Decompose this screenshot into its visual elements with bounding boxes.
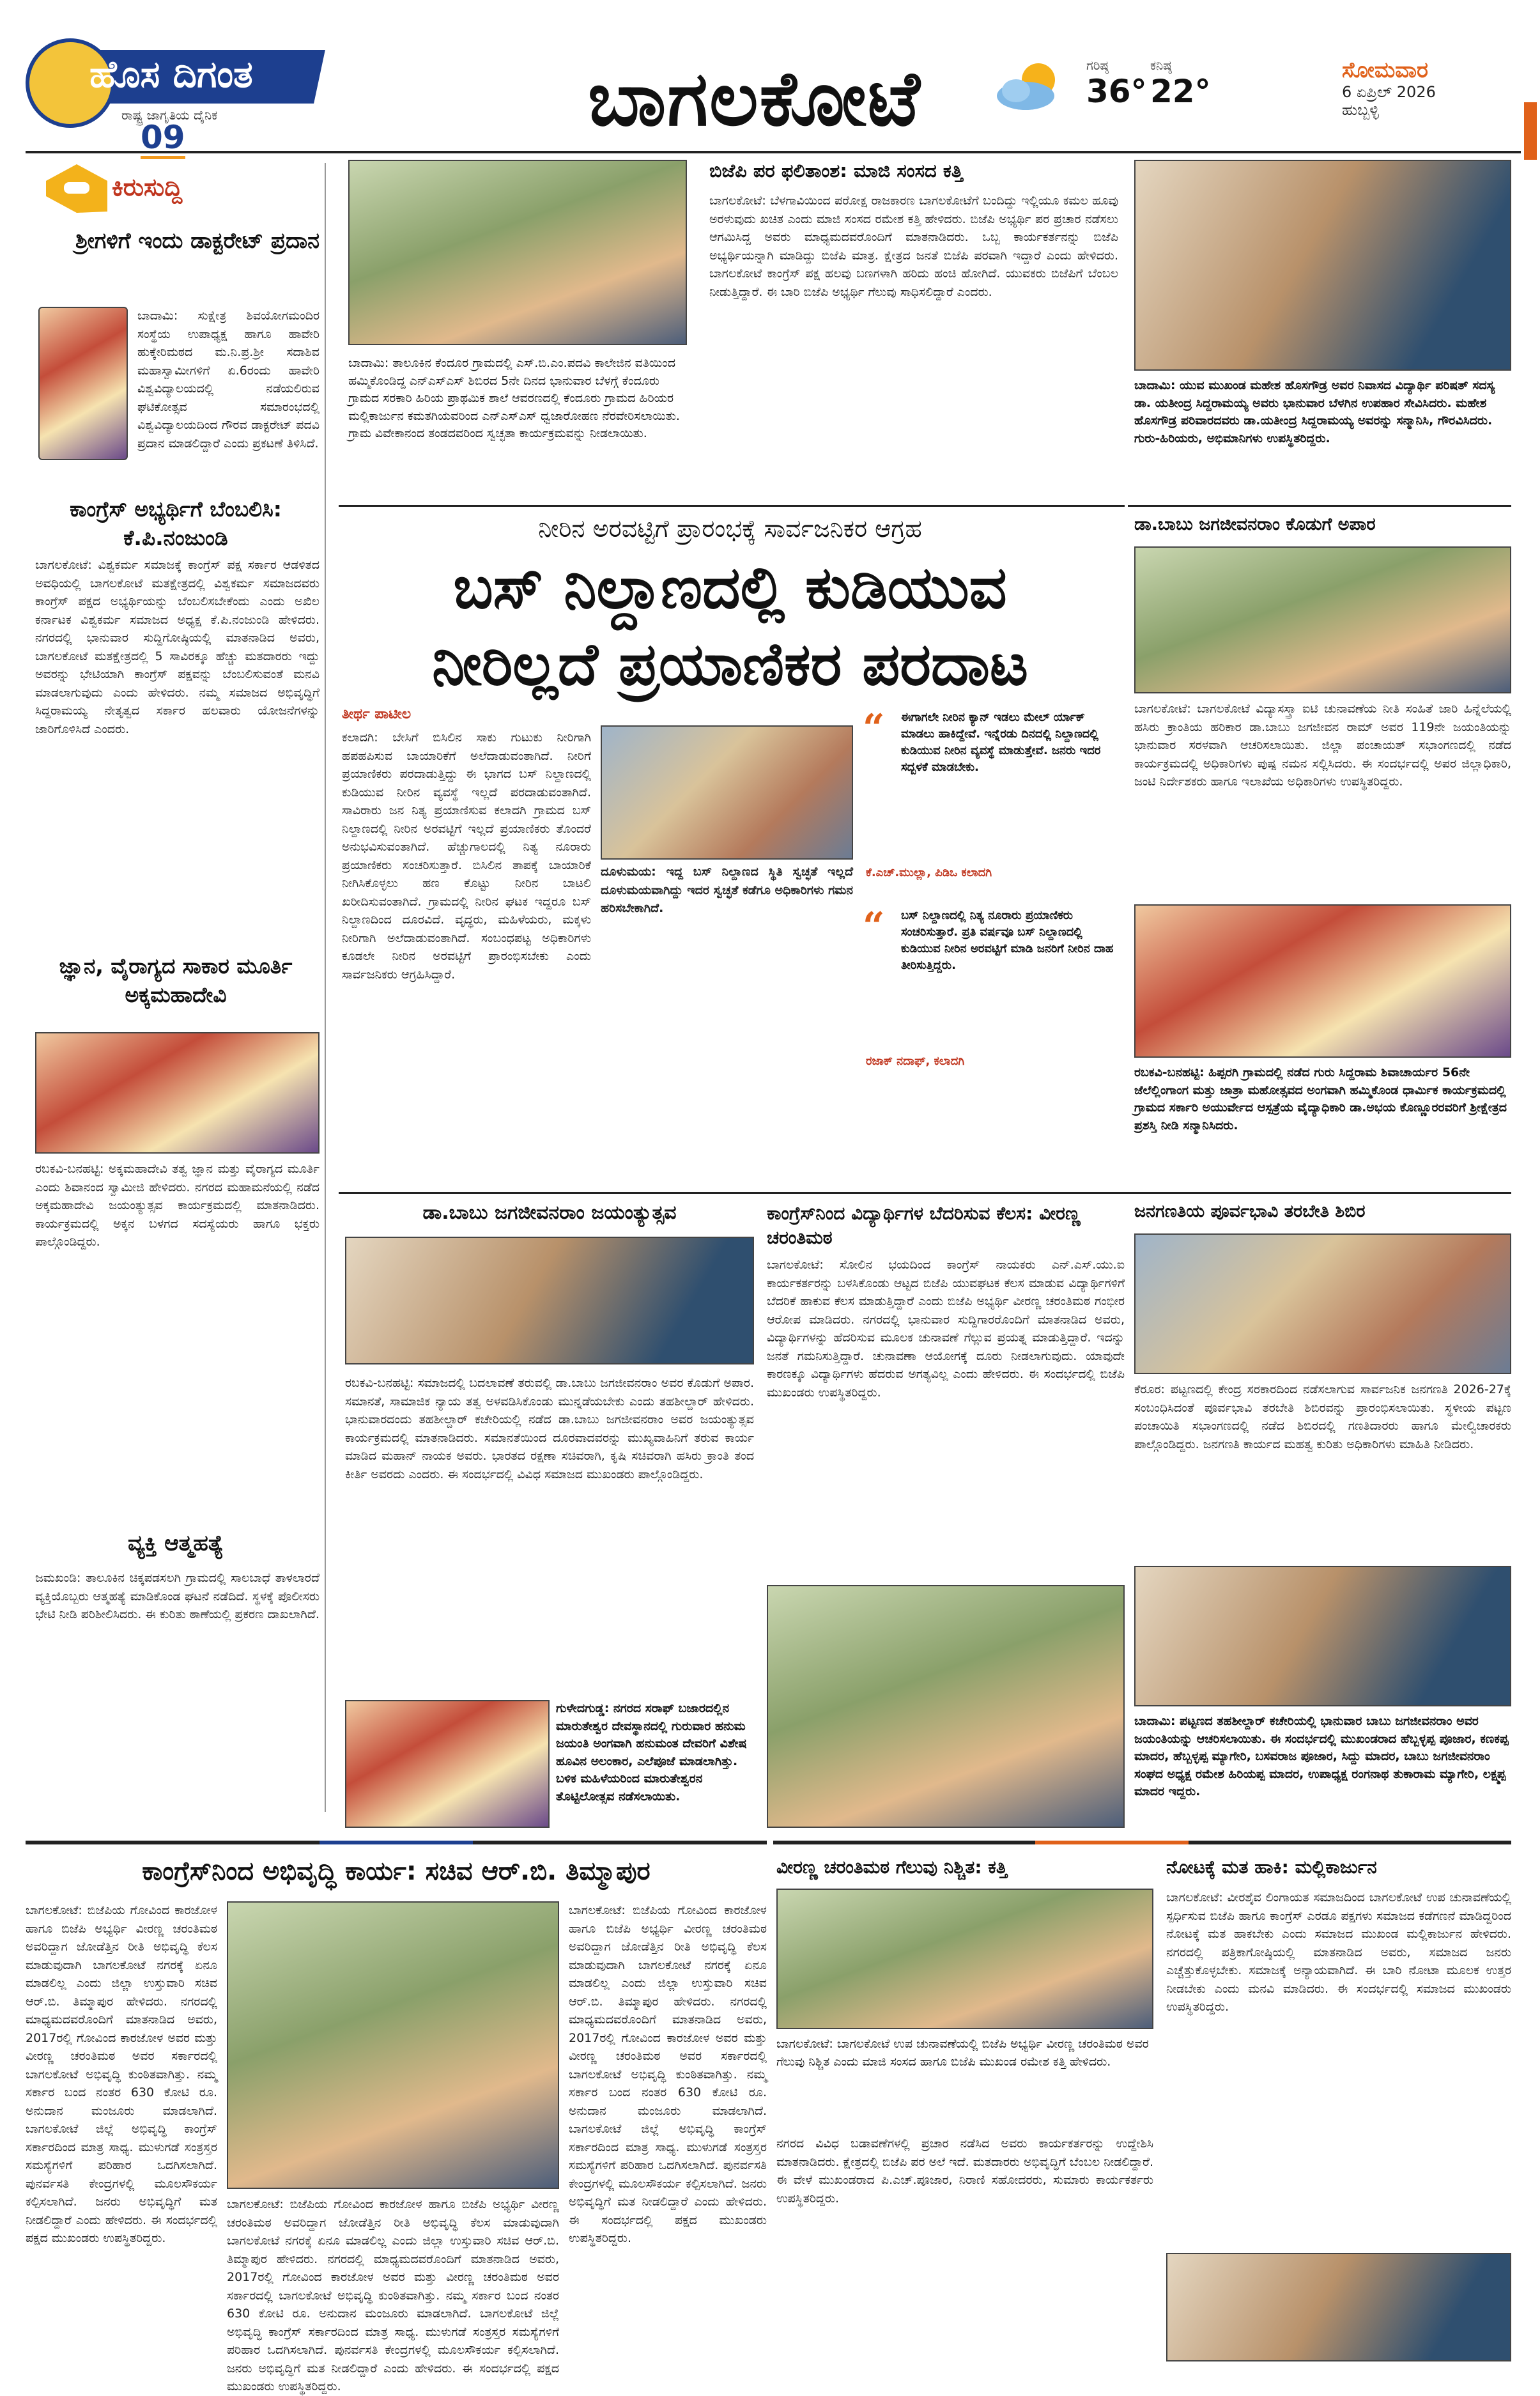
babu2-body: ರಬಕವಿ-ಬನಹಟ್ಟಿ: ಸಮಾಜದಲ್ಲಿ ಬದಲಾವಣೆ ತರುವಲ್ಲಿ ಡಾ.ಬಾಬು ಜಗಜೀವನರಾಂ ಅವರ ಕೊಡುಗೆ ಅಪಾರ. ಸಮಾನತೆ, ಸಾಮಾಜಿಕ ನ್ಯಾಯ ತತ್ವ ಅಳವಡಿಸಿಕೊಂಡು ಮುನ್ನಡೆಯಬೇಕು ಎಂದು ತಹಶೀಲ್ದಾರ್ ಹೇಳಿದರು. ಭಾನುವಾರದಂದು ತಹಶೀಲ್ದಾರ್ ಕಚೇರಿಯಲ್ಲಿ ನಡೆದ ಡಾ.ಬಾಬು ಜಗಜೀವನರಾಂ ಅವರ ಜಯಂತ್ಯುತ್ಸವ ಕಾರ್ಯಕ್ರಮದಲ್ಲಿ ಮಾತನಾಡಿದರು. ಸಮಾನತೆಯಿಂದ ದೂರವಾದವರನ್ನು ಮುಖ್ಯವಾಹಿನಿಗೆ ತರುವ ಕಾರ್ಯ ಮಾಡಿದ ಮಹಾನ್ ನಾಯಕ ಅವರು. ಭಾರತದ ರಕ್ಷಣಾ ಸಚಿವರಾಗಿ, ಕೃಷಿ ಸಚಿವರಾಗಿ ಹಸಿರು ಕ್ರಾಂತಿ ತಂದ ಕೀರ್ತಿ ಅವರದು ಎಂದರು. ಈ ಸಂದರ್ಭದಲ್ಲಿ ವಿವಿಧ ಸಮಾಜದ ಮುಖಂಡರು ಪಾಲ್ಗೊಂಡಿದ್ದರು.: [345, 1376, 754, 1481]
timmapur-body-side: ಬಾಗಲಕೋಟೆ: ಬಿಜೆಪಿಯ ಗೋವಿಂದ ಕಾರಜೋಳ ಹಾಗೂ ಬಿಜೆಪಿ ಅಭ್ಯರ್ಥಿ ವೀರಣ್ಣ ಚರಂತಿಮಠ ಅವರಿದ್ದಾಗ ಜೋಡೆತ್ತಿನ ರೀತಿ ಅಭಿವೃದ್ಧಿ ಕೆಲಸ ಮಾಡುವುದಾಗಿ ಬಾಗಲಕೋಟೆ ನಗರಕ್ಕೆ ಏನೂ ಮಾಡಲಿಲ್ಲ ಎಂದು ಜಿಲ್ಲಾ ಉಸ್ತುವಾರಿ ಸಚಿವ ಆರ್.ಬಿ. ತಿಮ್ಮಾಪುರ ಹೇಳಿದರು. ನಗರದಲ್ಲಿ ಮಾಧ್ಯಮದವರೊಂದಿಗೆ ಮಾತನಾಡಿದ ಅವರು, 2017ರಲ್ಲಿ ಗೋವಿಂದ ಕಾರಜೋಳ ಅವರ ಮತ್ತು ವೀರಣ್ಣ ಚರಂತಿಮಠ ಅವರ ಸರ್ಕಾರದಲ್ಲಿ ಬಾಗಲಕೋಟೆ ಅಭಿವೃದ್ಧಿ ಕುಂಠಿತವಾಗಿತ್ತು. ನಮ್ಮ ಸರ್ಕಾರ ಬಂದ ನಂತರ 630 ಕೋಟಿ ರೂ. ಅನುದಾನ ಮಂಜೂರು ಮಾಡಲಾಗಿದೆ. ಬಾಗಲಕೋಟೆ ಜಿಲ್ಲೆ ಅಭಿವೃದ್ಧಿ ಕಾಂಗ್ರೆಸ್ ಸರ್ಕಾರದಿಂದ ಮಾತ್ರ ಸಾಧ್ಯ. ಮುಳುಗಡೆ ಸಂತ್ರಸ್ತರ ಸಮಸ್ಯೆಗಳಿಗೆ ಪರಿಹಾರ ಒದಗಿಸಲಾಗಿದೆ. ಪುನರ್ವಸತಿ ಕೇಂದ್ರಗಳಲ್ಲಿ ಮೂಲಸೌಕರ್ಯ ಕಲ್ಪಿಸಲಾಗಿದೆ. ಜನರು ಅಭಿವೃದ್ಧಿಗೆ ಮತ ನೀಡಲಿದ್ದಾರೆ ಎಂದು ಹೇಳಿದರು. ಈ ಸಂದರ್ಭದಲ್ಲಿ ಪಕ್ಷದ ಮುಖಂಡರು ಉಪಸ್ಥಿತರಿದ್ದರು.: [569, 1903, 767, 2245]
brief-4-body: ಜಮಖಂಡಿ: ತಾಲೂಕಿನ ಚಿಕ್ಕಪಡಸಲಗಿ ಗ್ರಾಮದಲ್ಲಿ ಸಾಲಬಾಧೆ ತಾಳಲಾರದೆ ವ್ಯಕ್ತಿಯೊಬ್ಬರು ಆತ್ಮಹತ್ಯೆ ಮಾಡಿಕೊಂಡ ಘಟನೆ ನಡೆದಿದೆ. ಸ್ಥಳಕ್ಕೆ ಪೊಲೀಸರು ಭೇಟಿ ನೀಡಿ ಪರಿಶೀಲಿಸಿದರು. ಈ ಕುರಿತು ಠಾಣೆಯಲ್ಲಿ ಪ್ರಕರಣ ದಾಖಲಾಗಿದೆ.: [35, 1571, 320, 1621]
hippargi-caption: ರಬಕವಿ-ಬನಹಟ್ಟಿ: ಹಿಪ್ಪರಗಿ ಗ್ರಾಮದಲ್ಲಿ ನಡೆದ ಗುರು ಸಿದ್ದರಾಮ ಶಿವಾಚಾರ್ಯರ 56ನೇ ಜೆಲೆಲ್ಲಿಂಗಾಂಗ ಮತ್ತು ಜಾತ್ರಾ ಮಹೋತ್ಸವದ ಅಂಗವಾಗಿ ಹಮ್ಮಿಕೊಂಡ ಧಾರ್ಮಿಕ ಕಾರ್ಯಕ್ರಮದಲ್ಲಿ ಗ್ರಾಮದ ಸರ್ಕಾರಿ ಅಯುರ್ವೇದ ಆಸ್ಪತ್ರೆಯ ವೈದ್ಯಾಧಿಕಾರಿ ಡಾ.ಅಭಯ ಕೊಣ್ಣೂರರವರಿಗೆ ಶ್ರೀಕ್ಷೇತ್ರದ ಪ್ರಶಸ್ತಿ ನೀಡಿ ಸನ್ಮಾನಿಸಿದರು.: [1134, 1065, 1507, 1132]
divider: [339, 1192, 1511, 1194]
quote-1-signature: ಕೆ.ಎಚ್.ಮುಲ್ಲಾ, ಪಿಡಿಒ ಕಲಾದಗಿ: [866, 866, 992, 879]
census-body: ಕೆರೂರ: ಪಟ್ಟಣದಲ್ಲಿ ಕೇಂದ್ರ ಸರಕಾರದಿಂದ ನಡೆಸಲಾಗುವ ಸಾರ್ವಜನಿಕ ಜನಗಣತಿ 2026-27ಕ್ಕೆ ಸಂಬಂಧಿಸಿದಂತೆ ಪೂರ್ವಭಾವಿ ತರಬೇತಿ ಶಿಬಿರವನ್ನು ಪ್ರಾರಂಭಿಸಲಾಯಿತು. ಸ್ಥಳೀಯ ಪಟ್ಟಣ ಪಂಚಾಯಿತಿ ಸಭಾಂಗಣದಲ್ಲಿ ನಡೆದ ಶಿಬಿರದಲ್ಲಿ ಗಣತಿದಾರರು ಹಾಗೂ ಮೇಲ್ವಿಚಾರಕರು ಪಾಲ್ಗೊಂಡಿದ್ದರು. ಜನಗಣತಿ ಕಾರ್ಯದ ಮಹತ್ವ ಕುರಿತು ಅಧಿಕಾರಿಗಳು ಮಾಹಿತಿ ನೀಡಿದರು.: [1134, 1382, 1511, 1451]
hanuman-caption: ಗುಳೇದಗುಡ್ಡ: ನಗರದ ಸರಾಫ್ ಬಜಾರದಲ್ಲಿನ ಮಾರುತೇಶ್ವರ ದೇವಸ್ಥಾನದಲ್ಲಿ ಗುರುವಾರ ಹನುಮ ಜಯಂತಿ ಅಂಗವಾಗಿ ಹನುಮಂತ ದೇವರಿಗೆ ವಿಶೇಷ ಹೂವಿನ ಅಲಂಕಾರ, ಎಲೆಪೂಜೆ ಮಾಡಲಾಗಿತ್ತು. ಬಳಿಕ ಮಹಿಳೆಯರಿಂದ ಮಾರುತೇಶ್ವರನ ತೊಟ್ಟಿಲೋತ್ಸವ ನಡೆಸಲಾಯಿತು.: [556, 1701, 747, 1804]
section-bar-accent: [320, 1841, 473, 1844]
quote-1-text: ಈಗಾಗಲೇ ನೀರಿನ ಕ್ಯಾನ್ ಇಡಲು ಮೇಲ್ ರ್ಯಾಕ್ ಮಾಡಲು ಹಾಕಿದ್ದೇವೆ. ಇನ್ನೆರಡು ದಿನದಲ್ಲಿ ನಿಲ್ದಾಣದಲ್ಲಿ ಕುಡಿಯುವ ನೀರಿನ ವ್ಯವಸ್ಥೆ ಮಾಡುತ್ತೇವೆ. ಜನರು ಇದರ ಸದ್ಬಳಕೆ ಮಾಡಬೇಕು.: [901, 711, 1101, 775]
nss-caption: ಬಾದಾಮಿ: ತಾಲೂಕಿನ ಕೆಂದೂರ ಗ್ರಾಮದಲ್ಲಿ ಎಸ್.ಬಿ.ಎಂ.ಪದವಿ ಕಾಲೇಜಿನ ವತಿಯಿಂದ ಹಮ್ಮಿಕೊಂಡಿದ್ದ ಎನ್ಎಸ್ಎಸ್ ಶಿಬಿರದ 5ನೇ ದಿನದ ಭಾನುವಾರ ಬೆಳಗ್ಗೆ ಕೆಂದೂರು ಗ್ರಾಮದ ಸರಕಾರಿ ಹಿರಿಯ ಪ್ರಾಥಮಿಕ ಶಾಲೆ ಆವರಣದಲ್ಲಿ ಕೆಂದೂರು ಗ್ರಾಮದ ಹಿರಿಯರ ಮಲ್ಲಿಕಾರ್ಜುನ ಕಮತಗಿಯವರಿಂದ ಎನ್ಎಸ್ಎಸ್ ಧ್ವಜಾರೋಹಣ ನೆರವೇರಿಸಲಾಯಿತು. ಗ್ರಾಮ ವಿವೇಕಾನಂದ ತಂಡದವರಿಂದ ಸ್ವಚ್ಛತಾ ಕಾರ್ಯಕ್ರಮವನ್ನು ನೀಡಲಾಯಿತು.: [348, 356, 680, 441]
badami-jayanti-caption: ಬಾದಾಮಿ: ಪಟ್ಟಣದ ತಹಶೀಲ್ದಾರ್ ಕಚೇರಿಯಲ್ಲಿ ಭಾನುವಾರ ಬಾಬು ಜಗಜೀವನರಾಂ ಅವರ ಜಯಂತಿಯನ್ನು ಆಚರಿಸಲಾಯಿತು. ಈ ಸಂದರ್ಭದಲ್ಲಿ ಮುಖಂಡರಾದ ಹೆಬ್ಬಳ್ಳಪ್ಪ ಪೂಜಾರ, ಕಣಕಪ್ಪ ಮಾದರ, ಹೆಬ್ಬಳ್ಳಪ್ಪ ಮ್ಯಾಗೇರಿ, ಬಸವರಾಜ ಪೂಜಾರ, ಸಿದ್ದು ಮಾದರ, ಬಾಬು ಜಗಜೀವನರಾಂ ಸಂಘದ ಅಧ್ಯಕ್ಷ ರಮೇಶ ಹಿರಿಯಪ್ಪ ಮಾದರ, ಉಪಾಧ್ಯಕ್ಷ ರಂಗನಾಥ ತುಕಾರಾಮ ಮ್ಯಾಗೇರಿ, ಲಕ್ಷ್ಮಪ್ಪ ಮಾದರ ಇದ್ದರು.: [1134, 1714, 1509, 1799]
brief-1-body: ಬಾದಾಮಿ: ಸುಕ್ಷೇತ್ರ ಶಿವಯೋಗಮಂದಿರ ಸಂಸ್ಥೆಯ ಉಪಾಧ್ಯಕ್ಷ ಹಾಗೂ ಹಾವೇರಿ ಹುಕ್ಕೇರಿಮಠದ ಮ.ನಿ.ಪ್ರ.ಶ್ರೀ ಸದಾಶಿವ ಮಹಾಸ್ವಾಮೀಗಳಿಗೆ ಏ.6ರಂದು ಹಾವೇರಿ ವಿಶ್ವವಿದ್ಯಾಲಯದಲ್ಲಿ ನಡೆಯಲಿರುವ ಘಟಿಕೋತ್ಸವ ಸಮಾರಂಭದಲ್ಲಿ ವಿಶ್ವವಿದ್ಯಾಲಯದಿಂದ ಗೌರವ ಡಾಕ್ಟರೇಟ್ ಪದವಿ ಪ್ರದಾನ ಮಾಡಲಿದ್ದಾರೆ ಎಂದು ಪ್ರಕಟಣೆ ತಿಳಿಸಿದೆ.: [137, 309, 320, 451]
date-box: [1342, 58, 1521, 119]
akkamahadevi-photo: [35, 1032, 320, 1154]
brief-1-title: ಶ್ರೀಗಳಿಗೆ ಇಂದು ಡಾಕ್ಟರೇಟ್ ಪ್ರದಾನ: [75, 228, 320, 254]
paper-tagline: ರಾಷ್ಟ್ರ ಜಾಗೃತಿಯ ದೈನಿಕ: [121, 107, 218, 123]
section-bar-accent: [1035, 1841, 1189, 1844]
mallikarjun-photo: [1166, 2253, 1511, 2361]
quote-mark-icon: “: [863, 706, 885, 751]
masthead: [26, 38, 1521, 156]
victory-caption: ಬಾಗಲಕೋಟೆ: ಬಾಗಲಕೋಟೆ ಉಪ ಚುನಾವಣೆಯಲ್ಲಿ ಬಿಜೆಪಿ ಅಭ್ಯರ್ಥಿ ವೀರಣ್ಣ ಚರಂತಿಮಠ ಅವರ ಗೆಲುವು ನಿಶ್ಚಿತ ಎಂದು ಮಾಜಿ ಸಂಸದ ಹಾಗೂ ಬಿಜೆಪಿ ಮುಖಂಡ ರಮೇಶ ಕತ್ತಿ ಹೇಳಿದರು.: [776, 2037, 1149, 2069]
briefs-label-box: [45, 163, 230, 214]
max-temp: 36°: [1086, 73, 1147, 110]
bus-stand-photo-caption: ದೂಳುಮಯ: ಇದ್ದ ಬಸ್ ನಿಲ್ದಾಣದ ಸ್ಥಿತಿ ಸ್ವಚ್ಛತೆ ಇಲ್ಲದೆ ದೂಳುಮಯವಾಗಿದ್ದು ಇದರ ಸ್ವಚ್ಛತೆ ಕಡೆಗೂ ಅಧಿಕಾರಿಗಳು ಗಮನ ಹರಿಸಬೇಕಾಗಿದೆ.: [601, 865, 853, 915]
lead-body: ಕಲಾದಗಿ: ಬೇಸಿಗೆ ಬಿಸಿಲಿನ ಸಾಕು ಗುಟುಕು ನೀರಿಗಾಗಿ ಹಪಹಪಿಸುವ ಬಾಯಾರಿಕೆಗೆ ಅಲೆದಾಡುವಂತಾಗಿದೆ. ನೀರಿಗೆ ಪ್ರಯಾಣಿಕರು ಪರದಾಡುತ್ತಿದ್ದು ಈ ಭಾಗದ ಬಸ್ ನಿಲ್ದಾಣದಲ್ಲಿ ಕುಡಿಯುವ ನೀರಿನ ವ್ಯವಸ್ಥೆ ಇಲ್ಲದೆ ಪರದಾಡುವಂತಾಗಿದೆ. ಸಾವಿರಾರು ಜನ ನಿತ್ಯ ಪ್ರಯಾಣಿಸುವ ಕಲಾದಗಿ ಗ್ರಾಮದ ಬಸ್ ನಿಲ್ದಾಣದಲ್ಲಿ ನೀರಿನ ಅರವಟ್ಟಿಗೆ ಇಲ್ಲದೆ ಪ್ರಯಾಣಿಕರು ತೊಂದರೆ ಅನುಭವಿಸುವಂತಾಗಿದೆ. ಹೆಚ್ಚುಗಾಲದಲ್ಲಿ ನಿತ್ಯ ನೂರಾರು ಪ್ರಯಾಣಿಕರು ಸಂಚರಿಸುತ್ತಾರೆ. ಬಿಸಿಲಿನ ತಾಪಕ್ಕೆ ಬಾಯಾರಿಕೆ ನೀಗಿಸಿಕೊಳ್ಳಲು ಹಣ ಕೊಟ್ಟು ನೀರಿನ ಬಾಟಲಿ ಖರೀದಿಸುವಂತಾಗಿದೆ. ಗ್ರಾಮದಲ್ಲಿ ನೀರಿನ ಘಟಕ ಇದ್ದರೂ ಬಸ್ ನಿಲ್ದಾಣದಿಂದ ದೂರವಿದೆ. ವೃದ್ಧರು, ಮಹಿಳೆಯರು, ಮಕ್ಕಳು ನೀರಿಗಾಗಿ ಅಲೆದಾಡುವಂತಾಗಿದೆ. ಸಂಬಂಧಪಟ್ಟ ಅಧಿಕಾರಿಗಳು ಕೂಡಲೇ ನೀರಿನ ಅರವಟ್ಟಿಗೆ ಪ್ರಾರಂಭಿಸಬೇಕು ಎಂದು ಸಾರ್ವಜನಿಕರು ಆಗ್ರಹಿಸಿದ್ದಾರೆ.: [342, 730, 591, 982]
babu2-title: ಡಾ.ಬಾಬು ಜಗಜೀವನರಾಂ ಜಯಂತ್ಯುತ್ಸವ: [422, 1202, 677, 1224]
day-name: ಸೋಮವಾರ: [1342, 58, 1429, 83]
victory-title: ವೀರಣ್ಣ ಚರಂತಿಮಠ ಗೆಲುವು ನಿಶ್ಚಿತ: ಕತ್ತಿ: [776, 1857, 1008, 1878]
briefs-label: ಕಿರುಸುದ್ದಿ: [112, 173, 183, 201]
accent-bar: [1524, 102, 1537, 160]
weather-box: [1086, 58, 1214, 134]
print-city: ಹುಬ್ಬಳ್ಳಿ: [1342, 101, 1379, 119]
hippargi-award-photo: [1134, 904, 1511, 1058]
lead-headline-line1: ಬಸ್ ನಿಲ್ದಾಣದಲ್ಲಿ ಕುಡಿಯುವ: [453, 553, 1007, 622]
lead-story: [339, 514, 1121, 1186]
swamiji-photo: [38, 307, 128, 460]
issue-date: 6 ಏಪ್ರಿಲ್ 2026: [1342, 83, 1436, 101]
charanti-rally-photo: [767, 1585, 1125, 1828]
babu1-body: ಬಾಗಲಕೋಟೆ: ಬಾಗಲಕೋಟೆ ವಿದ್ಯಾಸಸ್ತ್ರಾ ಐಟಿ ಚುನಾವಣೆಯ ನೀತಿ ಸಂಹಿತೆ ಜಾರಿ ಹಿನ್ನೆಲೆಯಲ್ಲಿ ಹಸಿರು ಕ್ರಾಂತಿಯ ಹರಿಕಾರ ಡಾ.ಬಾಬು ಜಗಜೀವನ ರಾಮ್ ಅವರ 119ನೇ ಜಯಂತಿಯನ್ನು ಭಾನುವಾರ ಸರಳವಾಗಿ ಆಚರಿಸಲಾಯಿತು. ಜಿಲ್ಲಾ ಪಂಚಾಯತ್ ಸಭಾಂಗಣದಲ್ಲಿ ನಡೆದ ಕಾರ್ಯಕ್ರಮದಲ್ಲಿ ಅಧಿಕಾರಿಗಳು ಪುಷ್ಪ ನಮನ ಸಲ್ಲಿಸಿದರು. ಈ ಸಂದರ್ಭದಲ್ಲಿ ಅಪರ ಜಿಲ್ಲಾಧಿಕಾರಿ, ಜಂಟಿ ನಿರ್ದೇಶಕರು ಹಾಗೂ ಇಲಾಖೆಯ ಅಧಿಕಾರಿಗಳು ಉಪಸ್ಥಿತರಿದ್ದರು.: [1134, 702, 1511, 789]
hanuman-temple-photo: [345, 1700, 550, 1828]
brief-4-title: ವ್ಯಕ್ತಿ ಆತ್ಮಹತ್ಯೆ: [128, 1531, 224, 1556]
bus-stand-photo: [601, 725, 853, 860]
census-title: ಜನಗಣತಿಯ ಪೂರ್ವಭಾವಿ ತರಬೇತಿ ಶಿಬಿರ: [1134, 1202, 1366, 1221]
babu1-photo: [1134, 546, 1511, 693]
timmapur-body: ಬಾಗಲಕೋಟೆ: ಬಿಜೆಪಿಯ ಗೋವಿಂದ ಕಾರಜೋಳ ಹಾಗೂ ಬಿಜೆಪಿ ಅಭ್ಯರ್ಥಿ ವೀರಣ್ಣ ಚರಂತಿಮಠ ಅವರಿದ್ದಾಗ ಜೋಡೆತ್ತಿನ ರೀತಿ ಅಭಿವೃದ್ಧಿ ಕೆಲಸ ಮಾಡುವುದಾಗಿ ಬಾಗಲಕೋಟೆ ನಗರಕ್ಕೆ ಏನೂ ಮಾಡಲಿಲ್ಲ ಎಂದು ಜಿಲ್ಲಾ ಉಸ್ತುವಾರಿ ಸಚಿವ ಆರ್.ಬಿ. ತಿಮ್ಮಾಪುರ ಹೇಳಿದರು. ನಗರದಲ್ಲಿ ಮಾಧ್ಯಮದವರೊಂದಿಗೆ ಮಾತನಾಡಿದ ಅವರು, 2017ರಲ್ಲಿ ಗೋವಿಂದ ಕಾರಜೋಳ ಅವರ ಮತ್ತು ವೀರಣ್ಣ ಚರಂತಿಮಠ ಅವರ ಸರ್ಕಾರದಲ್ಲಿ ಬಾಗಲಕೋಟೆ ಅಭಿವೃದ್ಧಿ ಕುಂಠಿತವಾಗಿತ್ತು. ನಮ್ಮ ಸರ್ಕಾರ ಬಂದ ನಂತರ 630 ಕೋಟಿ ರೂ. ಅನುದಾನ ಮಂಜೂರು ಮಾಡಲಾಗಿದೆ. ಬಾಗಲಕೋಟೆ ಜಿಲ್ಲೆ ಅಭಿವೃದ್ಧಿ ಕಾಂಗ್ರೆಸ್ ಸರ್ಕಾರದಿಂದ ಮಾತ್ರ ಸಾಧ್ಯ. ಮುಳುಗಡೆ ಸಂತ್ರಸ್ತರ ಸಮಸ್ಯೆಗಳಿಗೆ ಪರಿಹಾರ ಒದಗಿಸಲಾಗಿದೆ. ಪುನರ್ವಸತಿ ಕೇಂದ್ರಗಳಲ್ಲಿ ಮೂಲಸೌಕರ್ಯ ಕಲ್ಪಿಸಲಾಗಿದೆ. ಜನರು ಅಭಿವೃದ್ಧಿಗೆ ಮತ ನೀಡಲಿದ್ದಾರೆ ಎಂದು ಹೇಳಿದರು. ಈ ಸಂದರ್ಭದಲ್ಲಿ ಪಕ್ಷದ ಮುಖಂಡರು ಉಪಸ್ಥಿತರಿದ್ದರು.: [26, 1903, 217, 2245]
quote-2: [863, 904, 1121, 1083]
min-temp: 22°: [1150, 73, 1211, 110]
paper-name: ಹೊಸ ದಿಗಂತ: [89, 52, 253, 96]
charanti-body: ಬಾಗಲಕೋಟೆ: ಸೋಲಿನ ಭಯದಿಂದ ಕಾಂಗ್ರೆಸ್ ನಾಯಕರು ಎನ್.ಎಸ್.ಯು.ಐ ಕಾರ್ಯಕರ್ತರನ್ನು ಬಳಸಿಕೊಂಡು ಆಟ್ಟದ ಬಿಜೆಪಿ ಯುವಘಟಕ ಕೆಲಸ ಮಾಡುವ ವಿದ್ಯಾರ್ಥಿಗಳಿಗೆ ಬೆದರಿಕೆ ಹಾಕುವ ಕೆಲಸ ಮಾಡುತ್ತಿದ್ದಾರೆ ಎಂದು ಬಿಜೆಪಿ ಅಭ್ಯರ್ಥಿ ವೀರಣ್ಣ ಚರಂತಿಮಠ ಗಂಭೀರ ಆರೋಪ ಮಾಡಿದರು. ನಗರದಲ್ಲಿ ಭಾನುವಾರ ಸುದ್ದಿಗಾರರೊಂದಿಗೆ ಮಾತನಾಡಿದ ಅವರು, ವಿದ್ಯಾರ್ಥಿಗಳನ್ನು ಹೆದರಿಸುವ ಮೂಲಕ ಚುನಾವಣೆ ಗೆಲ್ಲುವ ಪ್ರಯತ್ನ ಮಾಡುತ್ತಿದ್ದಾರೆ. ಇದನ್ನು ಜನತೆ ಗಮನಿಸುತ್ತಿದ್ದಾರೆ. ಚುನಾವಣಾ ಆಯೋಗಕ್ಕೆ ದೂರು ನೀಡಲಾಗುವುದು. ಯಾವುದೇ ಕಾರಣಕ್ಕೂ ವಿದ್ಯಾರ್ಥಿಗಳು ಹೆದರುವ ಅಗತ್ಯವಿಲ್ಲ ಎಂದು ಹೇಳಿದರು. ಈ ಸಂದರ್ಭದಲ್ಲಿ ಬಿಜೆಪಿ ಮುಖಂಡರು ಉಪಸ್ಥಿತರಿದ್ದರು.: [767, 1258, 1125, 1400]
quote-1: [863, 706, 1121, 898]
timmapur-body-cont: ಬಾಗಲಕೋಟೆ: ಬಿಜೆಪಿಯ ಗೋವಿಂದ ಕಾರಜೋಳ ಹಾಗೂ ಬಿಜೆಪಿ ಅಭ್ಯರ್ಥಿ ವೀರಣ್ಣ ಚರಂತಿಮಠ ಅವರಿದ್ದಾಗ ಜೋಡೆತ್ತಿನ ರೀತಿ ಅಭಿವೃದ್ಧಿ ಕೆಲಸ ಮಾಡುವುದಾಗಿ ಬಾಗಲಕೋಟೆ ನಗರಕ್ಕೆ ಏನೂ ಮಾಡಲಿಲ್ಲ ಎಂದು ಜಿಲ್ಲಾ ಉಸ್ತುವಾರಿ ಸಚಿವ ಆರ್.ಬಿ. ತಿಮ್ಮಾಪುರ ಹೇಳಿದರು. ನಗರದಲ್ಲಿ ಮಾಧ್ಯಮದವರೊಂದಿಗೆ ಮಾತನಾಡಿದ ಅವರು, 2017ರಲ್ಲಿ ಗೋವಿಂದ ಕಾರಜೋಳ ಅವರ ಮತ್ತು ವೀರಣ್ಣ ಚರಂತಿಮಠ ಅವರ ಸರ್ಕಾರದಲ್ಲಿ ಬಾಗಲಕೋಟೆ ಅಭಿವೃದ್ಧಿ ಕುಂಠಿತವಾಗಿತ್ತು. ನಮ್ಮ ಸರ್ಕಾರ ಬಂದ ನಂತರ 630 ಕೋಟಿ ರೂ. ಅನುದಾನ ಮಂಜೂರು ಮಾಡಲಾಗಿದೆ. ಬಾಗಲಕೋಟೆ ಜಿಲ್ಲೆ ಅಭಿವೃದ್ಧಿ ಕಾಂಗ್ರೆಸ್ ಸರ್ಕಾರದಿಂದ ಮಾತ್ರ ಸಾಧ್ಯ. ಮುಳುಗಡೆ ಸಂತ್ರಸ್ತರ ಸಮಸ್ಯೆಗಳಿಗೆ ಪರಿಹಾರ ಒದಗಿಸಲಾಗಿದೆ. ಪುನರ್ವಸತಿ ಕೇಂದ್ರಗಳಲ್ಲಿ ಮೂಲಸೌಕರ್ಯ ಕಲ್ಪಿಸಲಾಗಿದೆ. ಜನರು ಅಭಿವೃದ್ಧಿಗೆ ಮತ ನೀಡಲಿದ್ದಾರೆ ಎಂದು ಹೇಳಿದರು. ಈ ಸಂದರ್ಭದಲ್ಲಿ ಪಕ್ಷದ ಮುಖಂಡರು ಉಪಸ್ಥಿತರಿದ್ದರು.: [227, 2197, 559, 2393]
min-temp-label: ಕನಿಷ್ಠ: [1150, 58, 1172, 73]
timmapur-title: ಕಾಂಗ್ರೆಸ್‌ನಿಂದ ಅಭಿವೃದ್ಧಿ ಕಾರ್ಯ: ಸಚಿವ ಆರ್.ಬಿ. ತಿಮ್ಮಾಪುರ: [142, 1857, 651, 1886]
kathi-body: ಬಾಗಲಕೋಟೆ: ಬೆಳಗಾವಿಯಿಂದ ಪರೋಕ್ಷ ರಾಜಕಾರಣ ಬಾಗಲಕೋಟೆಗೆ ಬಂದಿದ್ದು ಇಲ್ಲಿಯೂ ಕಮಲ ಹೂವು ಅರಳುವುದು ಖಚಿತ ಎಂದು ಮಾಜಿ ಸಂಸದ ರಮೇಶ ಕತ್ತಿ ಹೇಳಿದರು. ಬಿಜೆಪಿ ಅಭ್ಯರ್ಥಿ ಪರ ಪ್ರಚಾರ ನಡೆಸಲು ಆಗಮಿಸಿದ್ದ ಅವರು ಮಾಧ್ಯಮದವರೊಂದಿಗೆ ಮಾತನಾಡಿದರು. ಒಬ್ಬ ಕಾರ್ಯಕರ್ತನನ್ನು ಬಿಜೆಪಿ ಅಭ್ಯರ್ಥಿಯನ್ನಾಗಿ ಮಾಡಿದ್ದು ಬಿಜೆಪಿ ಮಾತ್ರ. ಕ್ಷೇತ್ರದ ಜನತೆ ಬಿಜೆಪಿ ಪರವಾಗಿ ಇದ್ದಾರೆ ಎಂದು ಹೇಳಿದರು. ಬಾಗಲಕೋಟೆ ಕಾಂಗ್ರೆಸ್ ಪಕ್ಷ ಹಲವು ಬಣಗಳಾಗಿ ಹರಿದು ಹಂಚಿ ಹೋಗಿದೆ. ಯುವಕರು ಬಿಜೆಪಿಗೆ ಬೆಂಬಲ ನೀಡುತ್ತಿದ್ದಾರೆ. ಈ ಬಾರಿ ಬಿಜೆಪಿ ಅಭ್ಯರ್ಥಿ ಗೆಲುವು ಸಾಧಿಸಲಿದ್ದಾರೆ ಎಂದರು.: [709, 194, 1118, 299]
edition-title: ಬಾಗಲಕೋಟೆ: [588, 54, 921, 143]
mallikarjun-title: ನೋಟಕ್ಕೆ ಮತ ಹಾಕಿ: ಮಲ್ಲಿಕಾರ್ಜುನ: [1166, 1857, 1377, 1878]
nss-camp-photo: [348, 160, 687, 345]
quote-2-text: ಬಸ್ ನಿಲ್ದಾಣದಲ್ಲಿ ನಿತ್ಯ ನೂರಾರು ಪ್ರಯಾಣಿಕರು ಸಂಚರಿಸುತ್ತಾರೆ. ಪ್ರತಿ ವರ್ಷವೂ ಬಸ್ ನಿಲ್ದಾಣದಲ್ಲಿ ಕುಡಿಯುವ ನೀರಿನ ಅರವಟ್ಟಿಗೆ ಮಾಡಿ ಜನರಿಗೆ ನೀರಿನ ದಾಹ ತೀರಿಸುತ್ತಿದ್ದರು.: [901, 909, 1114, 973]
kathi-title: ಬಿಜೆಪಿ ಪರ ಫಲಿತಾಂಶ: ಮಾಜಿ ಸಂಸದ ಕತ್ತಿ: [709, 160, 963, 182]
divider: [339, 505, 1125, 507]
timmapur-photo: [227, 1901, 559, 2189]
babu1-title: ಡಾ.ಬಾಬು ಜಗಜೀವನರಾಂ ಕೊಡುಗೆ ಅಪಾರ: [1134, 514, 1376, 534]
hosagouda-caption: ಬಾದಾಮಿ: ಯುವ ಮುಖಂಡ ಮಹೇಶ ಹೊಸಗೌಡ್ರ ಅವರ ನಿವಾಸದ ವಿದ್ಯಾರ್ಥಿ ಪರಿಷತ್ ಸದಸ್ಯ ಡಾ. ಯತೀಂದ್ರ ಸಿದ್ದರಾಮಯ್ಯ ಅವರು ಭಾನುವಾರ ಬೆಳಗಿನ ಉಪಹಾರ ಸೇವಿಸಿದರು. ಮಹೇಶ ಹೊಸಗೌಡ್ರ ಪರಿವಾರದವರು ಡಾ.ಯತೀಂದ್ರ ಸಿದ್ದರಾಮಯ್ಯ ಅವರನ್ನು ಸನ್ಮಾನಿಸಿ, ಗೌರವಿಸಿದರು. ಗುರು-ಹಿರಿಯರು, ಅಭಿಮಾನಿಗಳು ಉಪಸ್ಥಿತರಿದ್ದರು.: [1134, 378, 1495, 445]
brief-2-title: ಕಾಂಗ್ರೆಸ್ ಅಭ್ಯರ್ಥಿಗೆ ಬೆಂಬಲಿಸಿ: ಕೆ.ಪಿ.ನಂಜುಂಡಿ: [70, 497, 282, 550]
brief-3-title: ಜ್ಞಾನ, ವೈರಾಗ್ಯದ ಸಾಕಾರ ಮೂರ್ತಿ ಅಕ್ಕಮಹಾದೇವಿ: [59, 954, 293, 1007]
babu2-photo: [345, 1237, 754, 1364]
lead-kicker: ನೀರಿನ ಅರವಟ್ಟಿಗೆ ಪ್ರಾರಂಭಕ್ಕೆ ಸಾರ್ವಜನಿಕರ ಆಗ್ರಹ: [538, 514, 922, 543]
briefs-hand-icon: [45, 163, 109, 214]
quote-2-signature: ರಜಾಕ್ ನದಾಫ್, ಕಲಾದಗಿ: [866, 1055, 965, 1068]
mallikarjun-body: ಬಾಗಲಕೋಟೆ: ವೀರಶೈವ ಲಿಂಗಾಯತ ಸಮಾಜದಿಂದ ಬಾಗಲಕೋಟೆ ಉಪ ಚುನಾವಣೆಯಲ್ಲಿ ಸ್ಪರ್ಧಿಸುವ ಬಿಜೆಪಿ ಹಾಗೂ ಕಾಂಗ್ರೆಸ್ ಎರಡೂ ಪಕ್ಷಗಳು ಸಮಾಜದ ಕಡೆಗಣನೆ ಮಾಡಿದ್ದರಿಂದ ನೋಟಕ್ಕೆ ಮತ ಹಾಕಬೇಕು ಎಂದು ಸಮಾಜದ ಮುಖಂಡ ಮಲ್ಲಿಕಾರ್ಜುನ ಹೇಳಿದರು. ನಗರದಲ್ಲಿ ಪತ್ರಿಕಾಗೋಷ್ಠಿಯಲ್ಲಿ ಮಾತನಾಡಿದ ಅವರು, ಸಮಾಜದ ಜನರು ಎಚ್ಚೆತ್ತುಕೊಳ್ಳಬೇಕು. ಸಮಾಜಕ್ಕೆ ಅನ್ಯಾಯವಾಗಿದೆ. ಈ ಬಾರಿ ನೋಟಾ ಮೂಲಕ ಉತ್ತರ ನೀಡಬೇಕು ಎಂದು ಮನವಿ ಮಾಡಿದರು. ಈ ಸಂದರ್ಭದಲ್ಲಿ ಸಮಾಜದ ಮುಖಂಡರು ಉಪಸ್ಥಿತರಿದ್ದರು.: [1166, 1890, 1511, 2014]
badami-jayanti-photo: [1134, 1566, 1511, 1706]
census-photo: [1134, 1233, 1511, 1374]
victory-body: ನಗರದ ವಿವಿಧ ಬಡಾವಣೆಗಳಲ್ಲಿ ಪ್ರಚಾರ ನಡೆಸಿದ ಅವರು ಕಾರ್ಯಕರ್ತರನ್ನು ಉದ್ದೇಶಿಸಿ ಮಾತನಾಡಿದರು. ಕ್ಷೇತ್ರದಲ್ಲಿ ಬಿಜೆಪಿ ಪರ ಅಲೆ ಇದೆ. ಮತದಾರರು ಅಭಿವೃದ್ಧಿಗೆ ಬೆಂಬಲ ನೀಡಲಿದ್ದಾರೆ. ಈ ವೇಳೆ ಮುಖಂಡರಾದ ಪಿ.ಎಚ್.ಪೂಜಾರ, ನಿರಾಣಿ ಸಹೋದರರು, ಸುಮಾರು ಕಾರ್ಯಕರ್ತರು ಉಪಸ್ಥಿತರಿದ್ದರು.: [776, 2137, 1153, 2206]
victory-photo: [776, 1889, 1153, 2029]
divider: [1128, 505, 1511, 507]
brief-2-body: ಬಾಗಲಕೋಟೆ: ವಿಶ್ವಕರ್ಮ ಸಮಾಜಕ್ಕೆ ಕಾಂಗ್ರೆಸ್ ಪಕ್ಷ ಸರ್ಕಾರ ಆಡಳಿತದ ಅವಧಿಯಲ್ಲಿ ಬಾಗಲಕೋಟೆ ಮತಕ್ಷೇತ್ರದಲ್ಲಿ ವಿಶ್ವಕರ್ಮ ಸಮಾಜದವರು ಕಾಂಗ್ರೆಸ್ ಪಕ್ಷದ ಅಭ್ಯರ್ಥಿಯನ್ನು ಬೆಂಬಲಿಸಬೇಕೆಂದು ಎಂದು ಅಖಿಲ ಕರ್ನಾಟಕ ವಿಶ್ವಕರ್ಮ ಸಮಾಜದ ಅಧ್ಯಕ್ಷ ಕೆ.ಪಿ.ನಂಜುಂಡಿ ಹೇಳಿದರು. ನಗರದಲ್ಲಿ ಭಾನುವಾರ ಸುದ್ದಿಗೋಷ್ಠಿಯಲ್ಲಿ ಮಾತನಾಡಿದ ಅವರು, ಬಾಗಲಕೋಟೆ ಮತಕ್ಷೇತ್ರದಲ್ಲಿ 5 ಸಾವಿರಕ್ಕೂ ಹೆಚ್ಚು ಮತದಾರರು ಇದ್ದು ಅವರನ್ನು ಭೇಟಿಯಾಗಿ ಕಾಂಗ್ರೆಸ್ ಪಕ್ಷವನ್ನು ಬೆಂಬಲಿಸುವಂತೆ ಮನವಿ ಮಾಡಲಾಗುವುದು ಎಂದು ಹೇಳಿದರು. ನಮ್ಮ ಸಮಾಜದ ಅಭಿವೃದ್ಧಿಗೆ ಸಿದ್ದರಾಮಯ್ಯ ನೇತೃತ್ವದ ಸರ್ಕಾರ ಹಲವಾರು ಯೋಜನೆಗಳನ್ನು ಜಾರಿಗೊಳಿಸಿದೆ ಎಂದರು.: [35, 558, 320, 736]
lead-headline-line2: ನೀರಿಲ್ಲದೆ ಪ್ರಯಾಣಿಕರ ಪರದಾಟ: [432, 630, 1028, 699]
charanti-title: ಕಾಂಗ್ರೆಸ್‌ನಿಂದ ವಿದ್ಯಾರ್ಥಿಗಳ ಬೆದರಿಸುವ ಕೆಲಸ: ವೀರಣ್ಣ ಚರಂತಿಮಠ: [767, 1203, 1081, 1248]
newspaper-logo: [26, 38, 326, 156]
partly-cloudy-icon: [990, 58, 1067, 115]
briefs-column: [26, 163, 326, 1812]
yatindra-breakfast-photo: [1134, 160, 1511, 371]
page-number: 09: [141, 119, 185, 159]
lead-byline: ತೀರ್ಥ ಪಾಟೀಲ: [342, 706, 412, 722]
quote-mark-icon: “: [863, 904, 885, 949]
max-temp-label: ಗರಿಷ್ಠ: [1086, 58, 1109, 73]
brief-3-body: ರಬಕವಿ-ಬನಹಟ್ಟಿ: ಅಕ್ಕಮಹಾದೇವಿ ತತ್ವ ಜ್ಞಾನ ಮತ್ತು ವೈರಾಗ್ಯದ ಮೂರ್ತಿ ಎಂದು ಶಿವಾನಂದ ಸ್ವಾಮೀಜಿ ಹೇಳಿದರು. ನಗರದ ಮಹಾಮನೆಯಲ್ಲಿ ನಡೆದ ಅಕ್ಕಮಹಾದೇವಿ ಜಯಂತ್ಯುತ್ಸವ ಕಾರ್ಯಕ್ರಮದಲ್ಲಿ ಮಾತನಾಡಿದರು. ಕಾರ್ಯಕ್ರಮದಲ್ಲಿ ಅಕ್ಕನ ಬಳಗದ ಸದಸ್ಯೆಯರು ಹಾಗೂ ಭಕ್ತರು ಪಾಲ್ಗೊಂಡಿದ್ದರು.: [35, 1162, 320, 1249]
